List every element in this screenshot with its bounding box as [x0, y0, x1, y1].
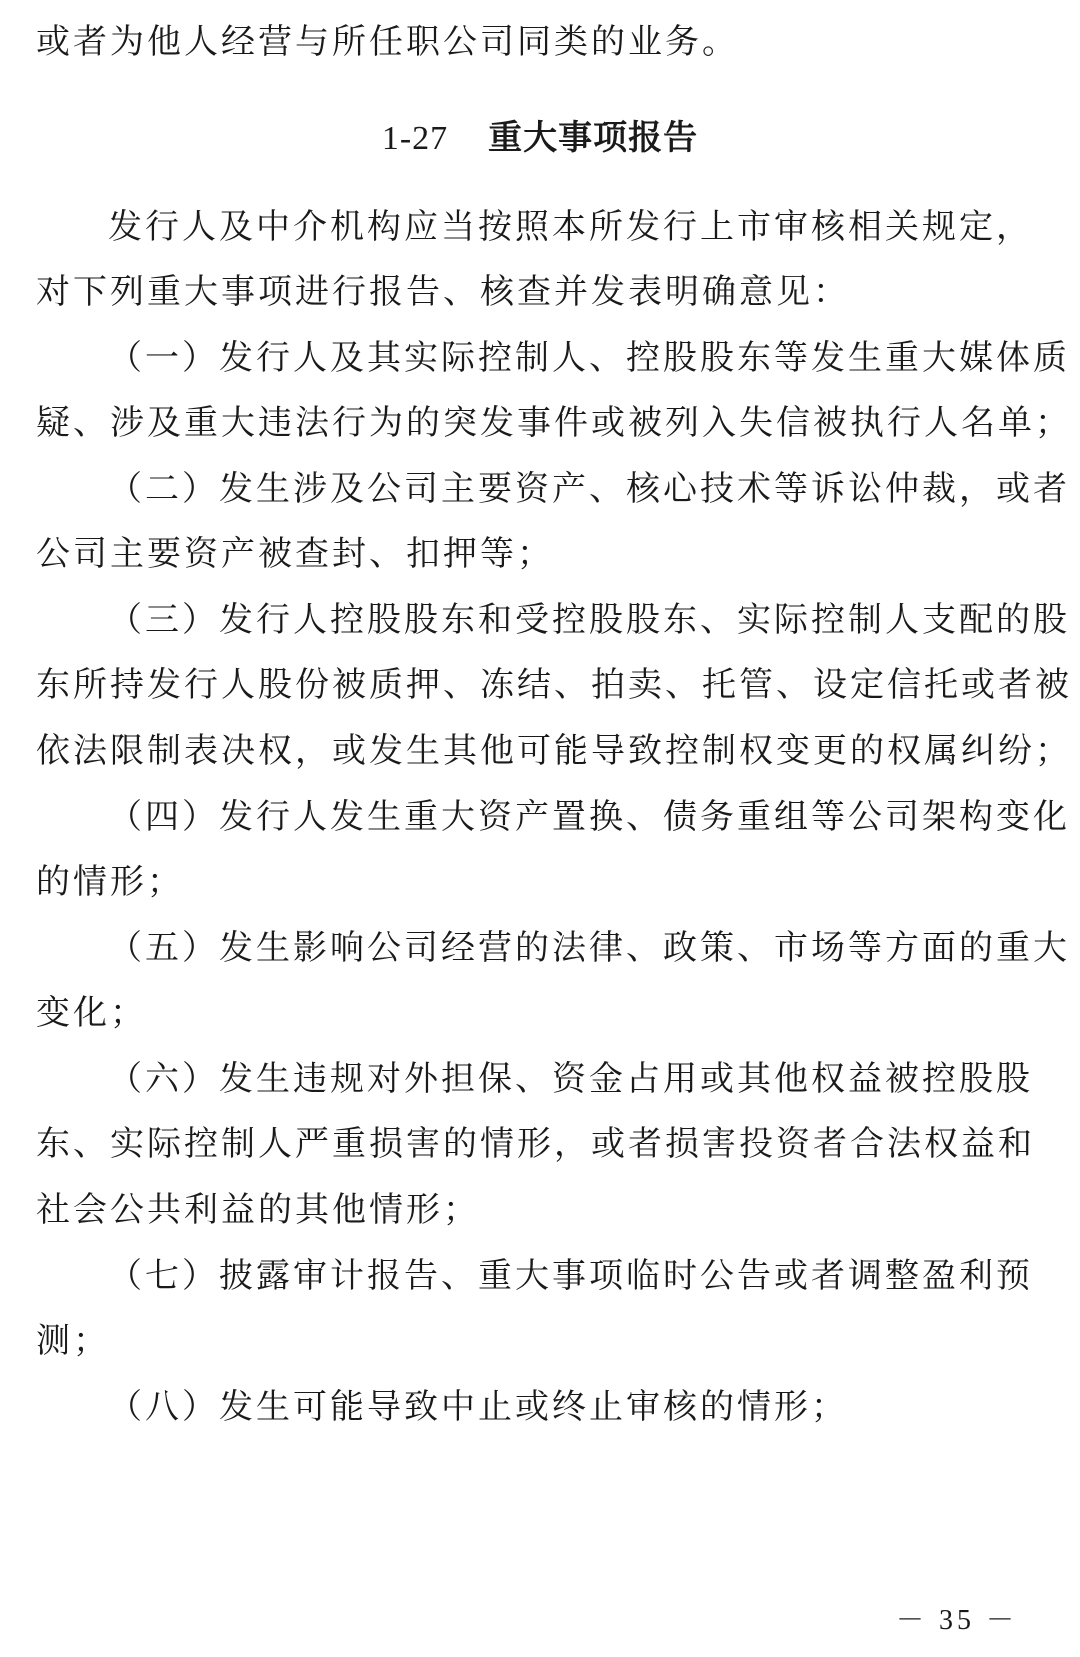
item-5-line-2: 变化； — [36, 993, 147, 1033]
paragraph-intro-line-2: 对下列重大事项进行报告、核查并发表明确意见： — [36, 272, 850, 312]
page-number: － 35 － — [895, 1605, 1018, 1636]
item-5-line-1: （五）发生影响公司经营的法律、政策、市场等方面的重大 — [108, 928, 1070, 968]
item-1-line-2: 疑、涉及重大违法行为的突发事件或被列入失信被执行人名单； — [36, 403, 1072, 443]
item-4-line-2: 的情形； — [36, 862, 184, 902]
item-7-line-2: 测； — [36, 1321, 110, 1361]
item-6-line-3: 社会公共利益的其他情形； — [36, 1190, 480, 1230]
item-7-line-1: （七）披露审计报告、重大事项临时公告或者调整盈利预 — [108, 1256, 1033, 1296]
item-8-line-1: （八）发生可能导致中止或终止审核的情形； — [108, 1387, 848, 1427]
text-line-continuation: 或者为他人经营与所任职公司同类的业务。 — [36, 22, 739, 62]
item-1-line-1: （一）发行人及其实际控制人、控股股东等发生重大媒体质 — [108, 338, 1070, 378]
item-6-line-2: 东、实际控制人严重损害的情形，或者损害投资者合法权益和 — [36, 1124, 1035, 1164]
paragraph-intro-line-1: 发行人及中介机构应当按照本所发行上市审核相关规定， — [108, 207, 1033, 247]
section-title: 重大事项报告 — [488, 118, 699, 158]
item-3-line-2: 东所持发行人股份被质押、冻结、拍卖、托管、设定信托或者被 — [36, 665, 1072, 705]
item-2-line-2: 公司主要资产被查封、扣押等； — [36, 534, 554, 574]
section-heading — [0, 118, 1080, 159]
item-3-line-3: 依法限制表决权，或发生其他可能导致控制权变更的权属纠纷； — [36, 731, 1072, 771]
item-4-line-1: （四）发行人发生重大资产置换、债务重组等公司架构变化 — [108, 797, 1070, 837]
item-3-line-1: （三）发行人控股股东和受控股股东、实际控制人支配的股 — [108, 600, 1070, 640]
section-number: 1-27 — [381, 120, 449, 157]
item-2-line-1: （二）发生涉及公司主要资产、核心技术等诉讼仲裁，或者 — [108, 469, 1070, 509]
item-6-line-1: （六）发生违规对外担保、资金占用或其他权益被控股股 — [108, 1059, 1033, 1099]
